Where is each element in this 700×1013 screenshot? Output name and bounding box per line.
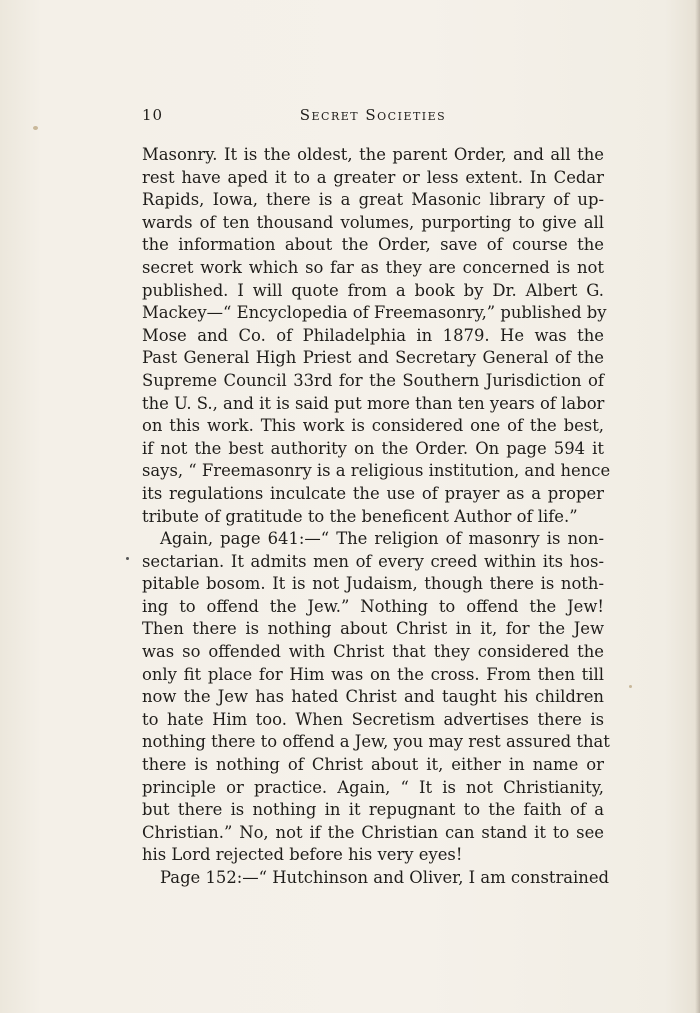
- paragraph-start-line: Again, page 641:—“ The religion of masonry is non-: [160, 529, 604, 549]
- text-line: sectarian. It admits men of every creed within its hos-: [142, 551, 604, 571]
- page-number: 10: [142, 106, 164, 124]
- paragraph-end-line: tribute of gratitude to the beneficent Author of life.”: [142, 506, 578, 526]
- text-line: Then there is nothing about Christ in it, for the Jew: [142, 619, 604, 639]
- text-line: on this work. This work is considered one of the best,: [142, 416, 604, 436]
- paper-speck: [629, 685, 632, 688]
- text-line: nothing there to offend a Jew, you may rest assured that: [142, 732, 610, 752]
- text-line: Christian.” No, not if the Christian can stand it to see: [142, 822, 604, 842]
- text-line: secret work which so far as they are concerned is not: [142, 257, 604, 277]
- text-line: Masonry. It is the oldest, the parent Order, and all the: [142, 145, 604, 164]
- text-line: Mose and Co. of Philadelphia in 1879. He was the: [142, 325, 604, 345]
- paragraph-end-line: his Lord rejected before his very eyes!: [142, 845, 463, 865]
- text-line: to hate Him too. When Secretism advertises there is: [142, 709, 604, 729]
- text-line: Rapids, Iowa, there is a great Masonic library of up-: [142, 190, 604, 210]
- text-line: says, “ Freemasonry is a religious institution, and hence: [142, 461, 611, 481]
- text-line: there is nothing of Christ about it, either in name or: [142, 755, 604, 775]
- text-line: was so offended with Christ that they considered the: [142, 642, 604, 662]
- text-line: its regulations inculcate the use of prayer as a proper: [142, 483, 604, 503]
- page-header: [142, 106, 604, 128]
- text-line: only fit place for Him was on the cross. From then till: [142, 664, 604, 684]
- text-line: Past General High Priest and Secretary General of the: [142, 348, 604, 368]
- text-line: rest have aped it to a greater or less extent. In Cedar: [142, 167, 604, 187]
- text-line: ing to offend the Jew.” Nothing to offend the Jew!: [142, 596, 604, 616]
- text-line: the U. S., and it is said put more than ten years of labor: [142, 393, 605, 413]
- text-line: but there is nothing in it repugnant to the faith of a: [142, 800, 604, 820]
- paragraph-start-line: Page 152:—“ Hutchinson and Oliver, I am constrained: [160, 868, 610, 887]
- text-line: principle or practice. Again, “ It is not Christianity,: [142, 777, 604, 797]
- paper-speck: [33, 126, 38, 130]
- text-line: published. I will quote from a book by Dr. Albert G.: [142, 280, 604, 300]
- body-text: [142, 144, 611, 890]
- running-head: Secret Societies: [299, 106, 447, 124]
- text-line: Supreme Council 33rd for the Southern Jurisdiction of: [142, 370, 604, 390]
- page-edge-shadow: [695, 0, 700, 1013]
- text-line: the information about the Order, save of course the: [142, 235, 604, 255]
- text-line: Mackey—“ Encyclopedia of Freemasonry,” published by: [142, 303, 607, 323]
- text-line: wards of ten thousand volumes, purporting to give all: [142, 212, 604, 232]
- text-line: pitable bosom. It is not Judaism, though there is noth-: [142, 574, 604, 594]
- text-line: if not the best authority on the Order. On page 594 it: [142, 438, 604, 458]
- text-line: now the Jew has hated Christ and taught his children: [142, 687, 604, 707]
- paper-speck: [126, 557, 129, 560]
